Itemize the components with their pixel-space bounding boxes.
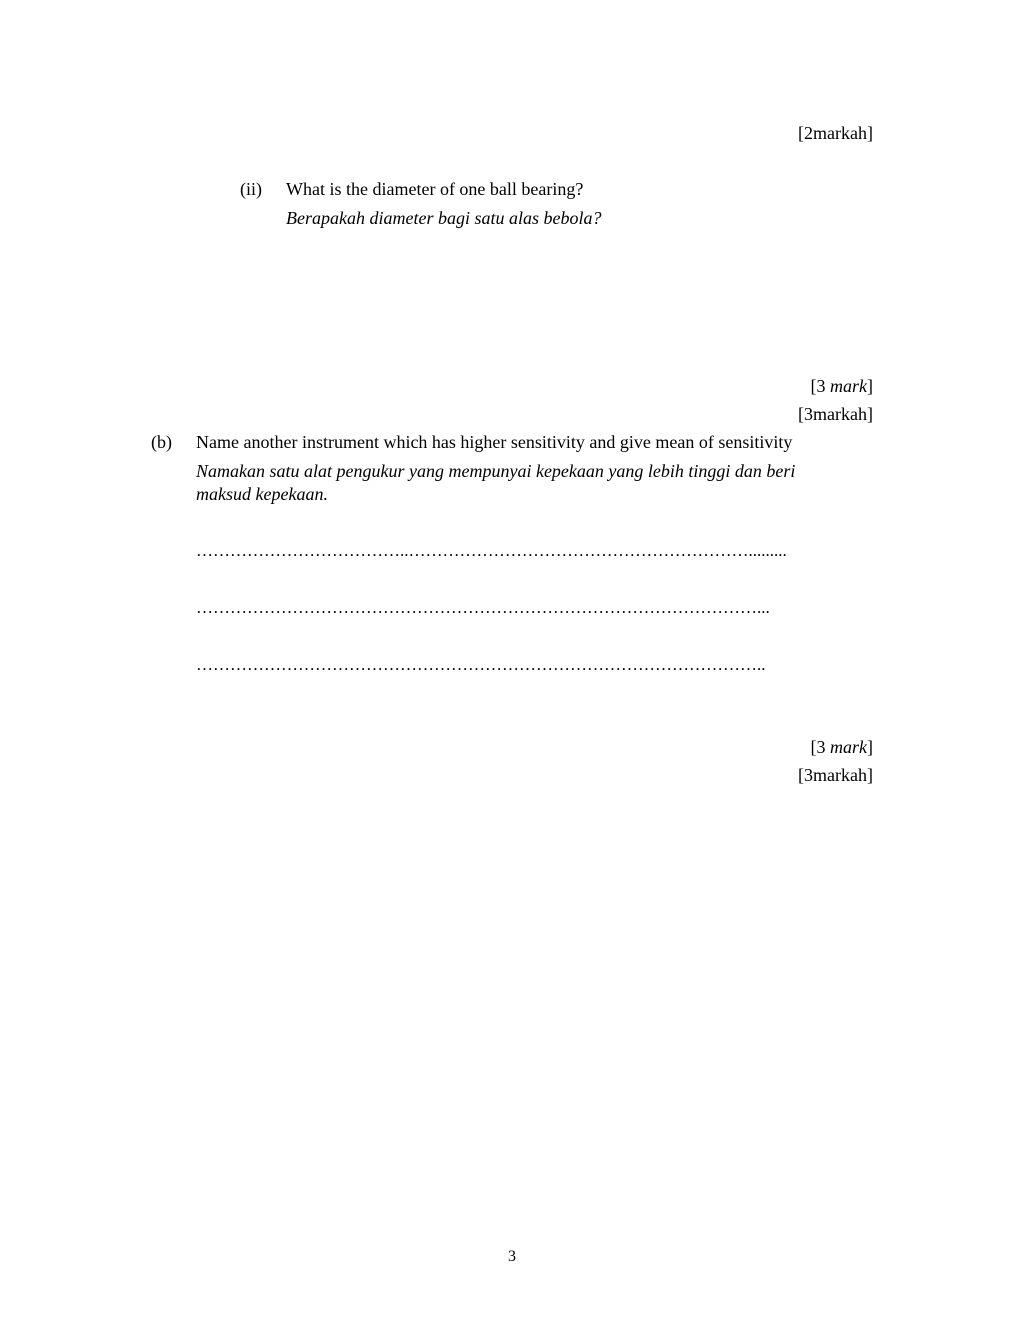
question-ii-malay: Berapakah diameter bagi satu alas bebola? — [286, 208, 602, 228]
mark-allocation-b-english — [811, 736, 874, 758]
answer-line: ………………………………..……………………………………………………......... — [196, 541, 787, 560]
question-b-english: Name another instrument which has higher sensitivity and give mean of sensitivity — [196, 432, 793, 452]
bracket-close: ] — [867, 376, 873, 396]
page-number: 3 — [508, 1248, 516, 1265]
question-b-malay-line1: Namakan satu alat pengukur yang mempunyai kepekaan yang lebih tinggi dan beri — [196, 461, 796, 481]
mark-allocation-b-malay: [3markah] — [798, 765, 873, 785]
question-ii-english: What is the diameter of one ball bearing? — [286, 179, 584, 199]
mark-word: mark — [830, 376, 867, 396]
question-label-b: (b) — [151, 432, 172, 452]
question-b-malay-line2: maksud kepekaan. — [196, 484, 328, 504]
mark-allocation-ii-malay: [3markah] — [798, 404, 873, 424]
answer-line: ………………………………………………………………………………………... — [196, 598, 770, 617]
mark-allocation-ii-english — [811, 375, 874, 397]
mark-allocation-top: [2markah] — [798, 123, 873, 143]
mark-word: mark — [830, 737, 867, 757]
bracket-close: ] — [867, 737, 873, 757]
bracket-open: [3 — [810, 737, 830, 757]
question-number-ii: (ii) — [240, 179, 262, 199]
answer-line: ……………………………………………………………………………………….. — [196, 655, 766, 674]
bracket-open: [3 — [810, 376, 830, 396]
